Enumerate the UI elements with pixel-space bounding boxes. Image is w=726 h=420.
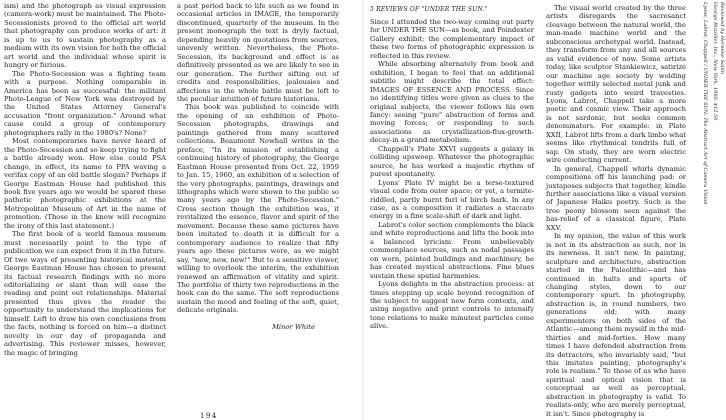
paragraph: a past period back to life such as we found in occasional articles in IMAGE, the temporarily discontinued, quarterly of the museum. In the present monograph the text is dryly factual, depending heavily on quotations from sources, unevenly written. Nevertheless, the Photo-Secession, its background and effect is as definitively presented as we are likely to see in our generation. The further sifting out of credits and responsibilities, jealousies and affections in the whole battle must be left to the peculiar intuition of future historians. — [177, 2, 339, 103]
paragraph: The Photo-Secession was a fighting team with a purpose. Nothing comparable in America has been as successful: the militant Photo-League of New York was destroyed by the United States Attorney General's accusation "front organization." Around what cause could a group of contemporary photographers rally in the 1980's? None? — [4, 69, 166, 137]
paragraph: Labrot's color section complements the black and white reproductions and lifts the book into a balanced lyricism. From unbelievably commonplace sources, such as nodal passages on worn, painted buildings and machinery, he has created mystical abstractions. Fine blues sustain these spatial harmonies. — [370, 220, 534, 280]
running-head: 5 REVIEWS OF "UNDER THE SUN." — [370, 6, 488, 13]
paragraph: In my opinion, the value of this work is not in its abstraction as such, nor in its newness. It isn't new. In painting, sculpture and architecture, abstraction started in the Paleolithic—and has continued in halts and spurts of changing styles, down to our contemporary spurt. In photography, abstraction is, in round numbers, two generations old; with many experimenters on both sides of the Atlantic—among them myself in the mid-thirties and mid-forties. How many times I have defended abstraction from its detractors, who invariably said, "but this imitates painting, photography's role is realism." To those of us who have spiritual and optical vision that is conceptual as well as perceptual, abstraction in photography is valid. To realists-only, who are merely perceptual, it isn't. Since photography is — [546, 232, 686, 418]
reviewer-signature: Minor White — [271, 322, 315, 331]
paragraph: Most contemporaries have never heard of the Photo-Secession and so keep trying to fight a battle already won. How else could PSA change, in effect, its name to PPA waving a verifax copy of an old battle slogan? Perhaps if George Eastman House had published this book five years ago we would be spared these pathetic photographic exhibitions at the Metropolitan Museum of Art in the name of promotion. (Those in the know will recognize the irony of this last statement.) — [4, 137, 166, 230]
paragraph: In general, Chappell whirls dynamic compositions off his launching pad: or juxtaposes subjects that together, kindle further associations like a visual version of Japanese Haiku poetry. Such is the tree peony blossom seen against the bas-relief of a classical figure, Plate XXV. — [546, 164, 686, 232]
right-column-2 — [546, 4, 686, 418]
citation-title: Lyons, Labrot, Chappell / UNDER THE SUN: The Abstract Art of Camera Vision — [702, 2, 709, 205]
paragraph: This book was published to coincide with the opening of an exhibition of Photo-Secession photographs, drawings and paintings gathered from many scattered collections. Beaumont Newhall writes in the preface, "In its mission of establishing a continuing history of photography, the George Eastman House presented from Oct. 22, 1959 to Jan. 15, 1960, an exhibition of a selection of the very photographs, paintings, drawings and lithographs which were shown to the public so many years ago by the Photo-Secession." Cross section though the exhibition was, it revitalized the essence, flavor and spirit of the movement. Because these same pictures have been imitated to death it is difficult for a contemporary audience to realize that fifty years ago these pictures were, as we might say, "new, new, new!" But to a sensitive viewer, willing to overlook the interim, the exhibition renewed an affirmation of vitality and spirit. The portfolio of thirty two reproductions in the book can do the same. The soft reproductions sustain the mood and feeling of the soft, quiet, delicate originals. — [177, 103, 339, 315]
paragraph: Lyons' Plate IV might be a terse-textured visual code from outer space; or yet, a termite-riddled, partly burnt furl of birch bark. In any case, as a composition it radiates a staccato energy in a fine scale-shift of dark and light. — [370, 178, 534, 221]
paragraph: Chappell's Plate XXVI suggests a galaxy in colliding upsweep. Whatever the photographic source, he has worked a majestic rhythm of purest spontaneity. — [370, 144, 534, 179]
right-column-1 — [370, 18, 534, 331]
paragraph: While absorbing alternately from book and exhibition, I began to feel that an additional subtitle might describe the total effect: IMAGES OF ESSENCE AND PROCESS. Since no identifying titles were given as clues to the original subjects, the viewer follows his own fancy: seeing "pure" abstraction of forms and moving forces; or responding to such associations as crystallization-flux-growth-decay-in a grand metabolism. — [370, 60, 534, 145]
left-column-1 — [4, 2, 166, 357]
page-number: 194 — [200, 412, 218, 420]
citation-reviewer: Reviewed by Hermine Sellin — [719, 2, 726, 74]
paragraph: The visual world created by the three artists disregards the sacrosanct cleavage between the natural world, the man-made machine world and the subconscious archetypal world. Instead, they transform from any and all sources as valid evidence of now. Some artists today, like sculptor Stankiewicz, satirize our machine age society by welding together wittily selected metal junk and rusty gadgets into weird travesties. Lyons, Labrot, Chappell take a more poetic and cosmic view. Their approach is not sardonic, but seeks common denominators. For example: in Plate XXII, Labrot lifts from a dark limbo what seems like rhythmical tendrils full of sap. On study, they are worn electric wire conducting current. — [546, 4, 686, 165]
book-gutter — [362, 0, 364, 420]
left-column-2 — [177, 2, 339, 331]
citation-publisher: George Braziller, Inc., New York, 1960. $12.50 — [712, 2, 719, 121]
right-page — [368, 0, 726, 420]
left-page — [0, 0, 358, 420]
book-citation-sidebar — [700, 0, 726, 420]
paragraph: The first book of a world famous museum must necessarily point to the type of publication we can expect from it in the future. Of two ways of presenting historical material, George Eastman House has chosen to present its factual research findings with no more editorializing or slant than will ease the reading and point out relationships. Material presented thus gives the reader the opportunity to understand the implications for himself. Left to draw his own conclusions from the facts, nothing is forced on him—a distinct novelty in our day of propaganda and advertising. This reviewer misses, however, the magic of bringing — [4, 230, 166, 357]
paragraph: Lyons delights in the abstraction process: at times stepping up scale beyond recognition of the subject to suggest new form contexts, and using negative and print controls to intensify tone relations to make minutest particles come alive. — [370, 280, 534, 331]
paragraph: ism) and the photograph as visual expression (camera-work) must be maintained. The Photo-Secessionists proved to the official art world that photography can produce works of art: it is up to us to sustain photography as a medium with its own vision for both the official art world and the individual whose spirit is hungry or furious. — [4, 2, 166, 70]
paragraph: Since I attended the two-way coming out party for UNDER THE SUN—as book, and Poindexter Gallery exhibit; the complementary impact of these two forms of photographic expression is reflected in this review. — [370, 18, 534, 60]
